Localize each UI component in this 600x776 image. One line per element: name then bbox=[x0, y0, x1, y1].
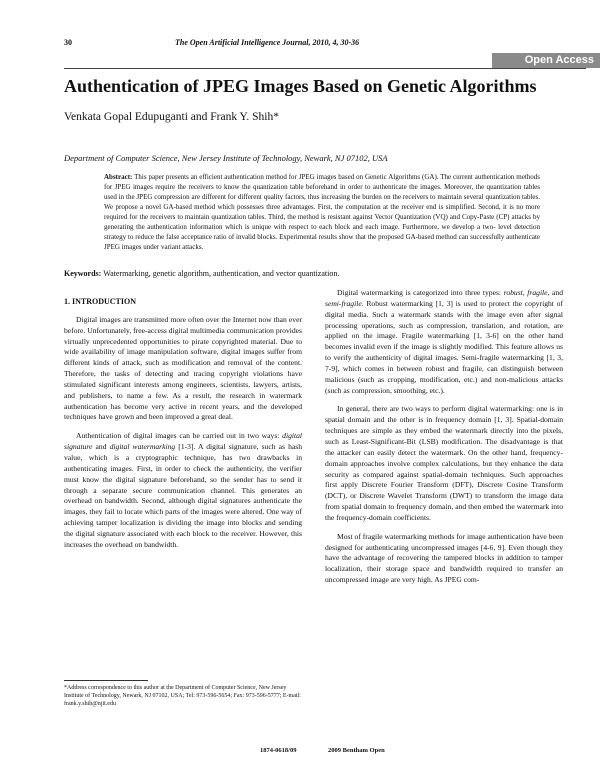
paragraph-text: Authentication of digital images can be carried out in two ways: bbox=[76, 431, 283, 441]
paragraph bbox=[64, 431, 302, 550]
footnote-divider bbox=[64, 680, 148, 681]
paragraph-text: . Robust watermarking [1, 3] is used to protect the copyright of digital media. Such a watermark stands with the image even after signal processing operations, such as compression, translation, and rotation, are applied on the image. Fragile watermarking [1, 3-6] on the other hand becomes invalid even if the image is slightly modified. This feature allows us to verify the authenticity of digital images. Semi-fragile watermarking [1, 3, 7-9], which comes in between robust and fragile, can distinguish between malicious (such as cropping, modification, etc.) and non-malicious attacks (such as compression, smoothing, etc.). bbox=[325, 298, 563, 395]
footer-publisher: 2009 Bentham Open bbox=[328, 747, 385, 754]
title-divider bbox=[64, 68, 586, 69]
paper-title: Authentication of JPEG Images Based on Genetic Algorithms bbox=[64, 76, 537, 96]
paragraph-text: Digital watermarking is categorized into three types: bbox=[337, 288, 504, 297]
left-column bbox=[64, 288, 302, 559]
term-semi-fragile: semi-fragile bbox=[325, 298, 362, 308]
term-robust-fragile: robust, fragile, bbox=[503, 288, 550, 297]
keywords bbox=[64, 269, 339, 278]
correspondence-footnote: *Address correspondence to this author at the Department of Computer Science, New Jersey Institute of Technology, Newark, NJ 07102, USA; Tel: 973-596-5654; Fax: 973-596-5777; E-mail: frank.y.shih@njit.edu bbox=[64, 685, 301, 707]
footer-issn: 1874-0618/09 bbox=[260, 747, 297, 754]
keywords-text: Watermarking, genetic algorithm, authentication, and vector quantization. bbox=[103, 269, 340, 278]
term-digital-signature: digital signature bbox=[64, 431, 302, 452]
authors: Venkata Gopal Edupuganti and Frank Y. Shih* bbox=[64, 111, 279, 123]
right-column bbox=[325, 288, 563, 594]
paragraph-text: and bbox=[92, 442, 110, 452]
paragraph: Digital images are transmitted more often over the Internet now than ever before. Unfortunately, free-access digital multimedia communication provides virtually unprecedented opportunities to pirate copyrighted material. Due to wide availability of image manipulation software, digital images suffer from different kinds of attack, such as modification and removal of the content. Therefore, the tasks of detecting and tracing copyright violations have stimulated significant interests among engineers, scientists, lawyers, artists, and publishers, to name a few. As a result, the research in watermark authentication has become very active in recent years, and the developed techniques have grown and been improved a great deal. bbox=[64, 314, 302, 422]
page-number: 30 bbox=[64, 38, 72, 47]
paragraph-text: and bbox=[549, 288, 564, 297]
keywords-label: Keywords: bbox=[64, 269, 102, 278]
paragraph: Most of fragile watermarking methods for image authentication have been designed for authenticating uncompressed images [4-6, 9]. Even though they have the advantage of recovering the tampered blocks in addition to tamper localization, their storage space and bandwidth required to transfer an uncompressed image are very high. As JPEG com- bbox=[325, 531, 563, 585]
paragraph bbox=[325, 288, 563, 396]
journal-citation: The Open Artificial Intelligence Journal, 2010, 4, 30-36 bbox=[175, 38, 360, 47]
paragraph: In general, there are two ways to perform digital watermarking: one is in spatial domain and the other is in frequency domain [1, 3]. Spatial-domain techniques are simple as they embed the watermark directly into the pixels, such as Least-Significant-Bit (LSB) modification. The disadvantage is that the attacker can easily detect the watermark. On the other hand, frequency-domain approaches involve complex calculations, but they enhance the data security as compared against spatial-domain techniques. Such approaches first apply Discrete Fourier Transform (DFT), Discrete Cosine Transform (DCT), or Discrete Wavelet Transform (DWT) to transform the image data from spatial domain to frequency domain, and then embed the watermark into the frequency-domain coefficients. bbox=[325, 404, 563, 522]
abstract-label: Abstract: bbox=[104, 173, 133, 181]
paragraph-text: [1-3]. A digital signature, such as hash value, which is a cryptographic technique, has two drawbacks in authenticating images. First, in order to check the authenticity, the verifier must know the digital signature beforehand, so the sender has to send it through a separate secure communication channel. This generates an overhead on bandwidth. Second, although digital signatures authenticate the images, they fail to locate which parts of the images were altered. One way of achieving tamper localization is dividing the image into blocks and sending the digital signature associated with each block to the receiver. However, this increases the overhead on bandwidth. bbox=[64, 442, 302, 549]
abstract bbox=[104, 172, 540, 252]
term-digital-watermarking: digital watermarking bbox=[109, 442, 176, 452]
section-heading-introduction: 1. INTRODUCTION bbox=[64, 297, 137, 306]
affiliation: Department of Computer Science, New Jersey Institute of Technology, Newark, NJ 07102, USA bbox=[64, 153, 388, 163]
abstract-text: This paper presents an efficient authentication method for JPEG images based on Genetic Algorithms (GA). The current authentication methods for JPEG images require the receivers to know the quantization table beforehand in order to authenticate the images. Moreover, the quantization tables used in the JPEG compression are different for different quality factors, thus increasing the burden on the receivers to maintain several quantization tables. We propose a novel GA-based method which possesses three advantages. First, the computation at the receiver end is simplified. Second, it is no more required for the receivers to maintain quantization tables. Third, the method is resistant against Vector Quantization (VQ) and Copy-Paste (CP) attacks by generating the authentication information which is unique with respect to each block and each image. Furthermore, we develop a two- level detection strategy to reduce the false acceptance ratio of invalid blocks. Experimental results show that the proposed GA-based method can successfully authenticate JPEG images under variant attacks. bbox=[104, 173, 541, 251]
open-access-badge: Open Access bbox=[492, 53, 600, 68]
